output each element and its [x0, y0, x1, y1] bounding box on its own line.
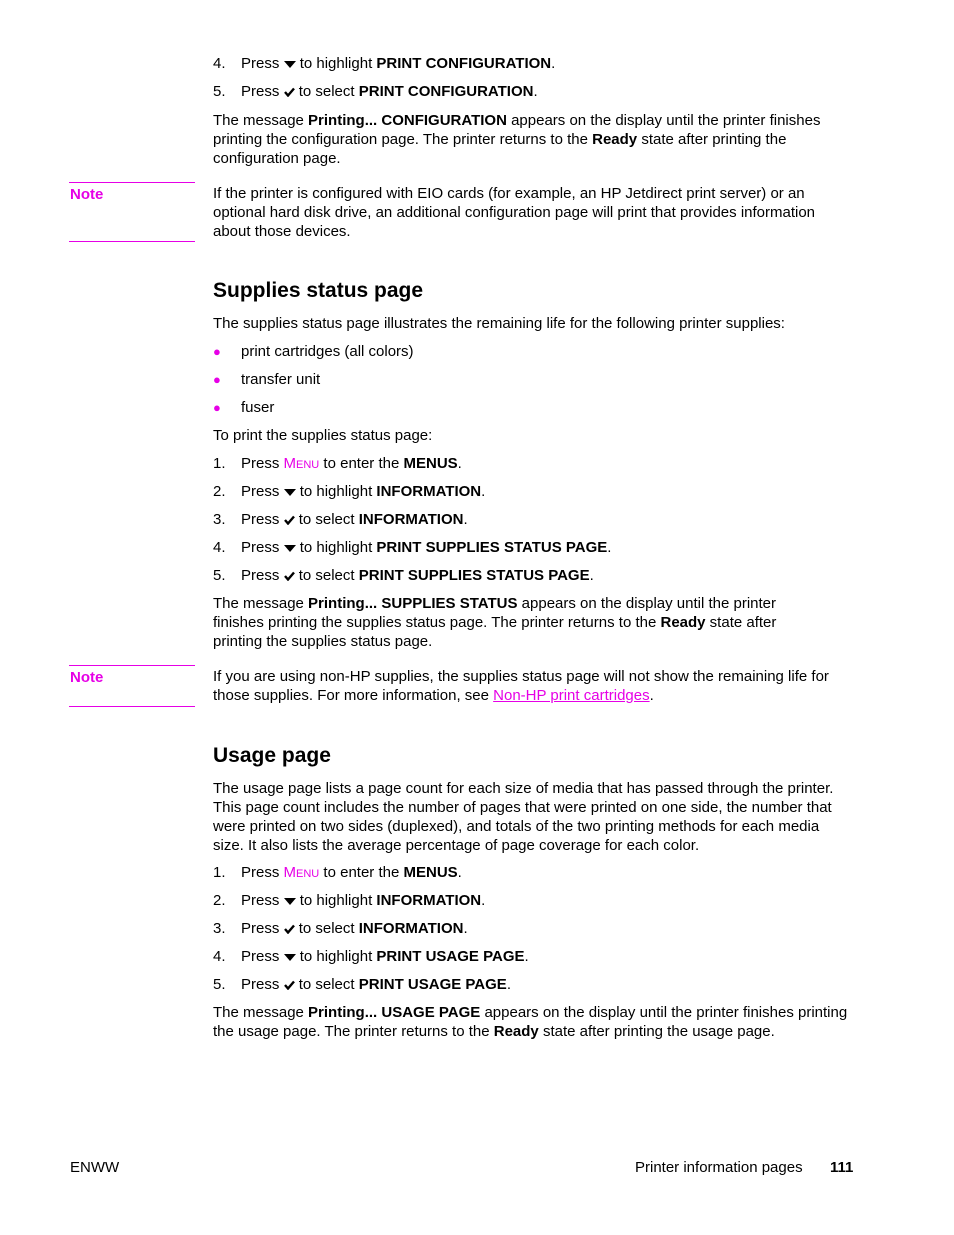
note-top-rule [69, 182, 195, 183]
step-text: Press [241, 864, 280, 881]
state-name: Ready [592, 131, 638, 148]
step-text: Press [241, 948, 280, 965]
step-number: 4. [213, 948, 226, 965]
punct: . [481, 483, 486, 500]
footer-left: ENWW [70, 1159, 120, 1176]
text: appears on the display until the printer finishes printing the usage page. The printer returns to the [213, 1004, 848, 1040]
punct: . [457, 455, 462, 472]
punct: . [533, 83, 538, 100]
step-number: 1. [213, 455, 226, 472]
usage-intro: The usage page lists a page count for each size of media that has passed through the printer. This page count includes the number of pages that were printed on one side, the number that were printed on two sides (duplexed), and totals of the two printing methods for each media size. It also lists the average percentage of page coverage for each color. [213, 780, 834, 854]
note-label: Note [70, 669, 104, 686]
note-text: If the printer is configured with EIO cards (for example, an HP Jetdirect print server) or an optional hard disk drive, an additional configuration page will print that provides information about those devices. [213, 185, 816, 240]
menu-item-name: MENUS [403, 864, 458, 881]
note-bottom-rule [69, 241, 195, 242]
checkmark-icon [284, 571, 295, 581]
list-item [213, 370, 320, 389]
note-label: Note [70, 186, 104, 203]
punct: . [589, 567, 594, 584]
menu-item-name: PRINT USAGE PAGE [358, 976, 507, 993]
page-number: 111 [830, 1159, 854, 1176]
step-text: Press [241, 83, 280, 100]
step-text: Press [241, 55, 280, 72]
footer-section: Printer information pages [635, 1159, 803, 1176]
state-name: Ready [660, 614, 706, 631]
step-number: 2. [213, 483, 226, 500]
text: state after printing the usage page. [538, 1023, 775, 1040]
state-name: Ready [493, 1023, 539, 1040]
step-text: to enter the [323, 864, 400, 881]
step-item [213, 975, 511, 994]
list-item-text: print cartridges (all colors) [241, 343, 414, 360]
menu-item-name: PRINT SUPPLIES STATUS PAGE [358, 567, 590, 584]
menu-item-name: INFORMATION [376, 892, 482, 909]
checkmark-icon [284, 87, 295, 97]
step-number: 5. [213, 567, 226, 584]
step-item [213, 947, 529, 966]
text: state after printing the configuration page. [213, 131, 787, 167]
menu-item-name: PRINT USAGE PAGE [376, 948, 525, 965]
step-text: to highlight [299, 539, 373, 556]
step-text: to highlight [299, 892, 373, 909]
list-item-text: transfer unit [241, 371, 321, 388]
step-number: 4. [213, 55, 226, 72]
menu-item-name: PRINT SUPPLIES STATUS PAGE [376, 539, 608, 556]
step-text: Press [241, 892, 280, 909]
checkmark-icon [284, 515, 295, 525]
step-text: Press [241, 976, 280, 993]
step-text: Press [241, 455, 280, 472]
step-text: Press [241, 511, 280, 528]
usage-message [213, 1003, 863, 1041]
menu-item-name: INFORMATION [358, 511, 464, 528]
config-message [213, 111, 853, 168]
list-item-text: fuser [241, 399, 275, 416]
step-text: to select [298, 567, 355, 584]
step-item [213, 454, 462, 473]
step-number: 2. [213, 892, 226, 909]
text: If you are using non-HP supplies, the supplies status page will not show the remaining life for those supplies. For more information, see [213, 668, 829, 704]
punct: . [457, 864, 462, 881]
text: state after printing the supplies status page. [213, 614, 777, 650]
step-text: to select [298, 976, 355, 993]
message-name: Printing... CONFIGURATION [308, 112, 507, 129]
down-arrow-icon [284, 544, 296, 552]
down-arrow-icon [284, 488, 296, 496]
step-text: Press [241, 539, 280, 556]
step-text: Press [241, 920, 280, 937]
supplies-intro: The supplies status page illustrates the remaining life for the following printer supplies: [213, 315, 785, 332]
punct: . [524, 948, 529, 965]
step-item [213, 482, 485, 501]
down-arrow-icon [284, 953, 296, 961]
punct: . [481, 892, 486, 909]
text: The message [213, 112, 309, 129]
step-text: Press [241, 483, 280, 500]
step-number: 5. [213, 976, 226, 993]
bullet-icon: ● [213, 372, 221, 387]
bullet-icon: ● [213, 400, 221, 415]
step-text: to highlight [299, 55, 373, 72]
step-number: 3. [213, 511, 226, 528]
section-heading-supplies: Supplies status page [213, 279, 424, 302]
step-text: to select [298, 511, 355, 528]
to-print-text: To print the supplies status page: [213, 427, 433, 444]
step-text: to highlight [299, 948, 373, 965]
message-name: Printing... USAGE PAGE [308, 1004, 481, 1021]
punct: . [607, 539, 612, 556]
non-hp-cartridges-link[interactable]: Non-HP print cartridges [493, 687, 650, 704]
text: appears on the display until the printer finishes printing the configuration page. The printer returns to the [213, 112, 821, 148]
punct: . [649, 687, 654, 704]
step-number: 5. [213, 83, 226, 100]
note-text [213, 667, 843, 705]
menu-item-name: INFORMATION [376, 483, 482, 500]
section-heading-usage: Usage page [213, 744, 331, 767]
step-item [213, 891, 485, 910]
step-item [213, 863, 462, 882]
text: appears on the display until the printer finishes printing the supplies status page. The printer returns to the [213, 595, 777, 631]
checkmark-icon [284, 980, 295, 990]
down-arrow-icon [284, 897, 296, 905]
step-item [213, 54, 555, 73]
step-item [213, 82, 538, 101]
step-text: to enter the [323, 455, 400, 472]
punct: . [463, 920, 468, 937]
step-text: Press [241, 567, 280, 584]
menu-item-name: MENUS [403, 455, 458, 472]
text: The message [213, 595, 309, 612]
step-item [213, 510, 468, 529]
list-item [213, 398, 274, 417]
punct: . [551, 55, 556, 72]
note-bottom-rule [69, 706, 195, 707]
step-text: to select [298, 83, 355, 100]
down-arrow-icon [284, 60, 296, 68]
menu-item-name: INFORMATION [358, 920, 464, 937]
menu-key-label: Menu [283, 455, 320, 472]
text: The message [213, 1004, 309, 1021]
step-number: 3. [213, 920, 226, 937]
bullet-icon: ● [213, 344, 221, 359]
punct: . [506, 976, 511, 993]
list-item [213, 342, 414, 361]
note-top-rule [69, 665, 195, 666]
checkmark-icon [284, 924, 295, 934]
supplies-message [213, 594, 813, 651]
menu-key-label: Menu [283, 864, 320, 881]
message-name: Printing... SUPPLIES STATUS [308, 595, 518, 612]
step-number: 1. [213, 864, 226, 881]
menu-item-name: PRINT CONFIGURATION [376, 55, 552, 72]
step-item [213, 919, 468, 938]
step-item [213, 566, 594, 585]
step-number: 4. [213, 539, 226, 556]
step-item [213, 538, 611, 557]
step-text: to select [298, 920, 355, 937]
menu-item-name: PRINT CONFIGURATION [358, 83, 534, 100]
punct: . [463, 511, 468, 528]
step-text: to highlight [299, 483, 373, 500]
